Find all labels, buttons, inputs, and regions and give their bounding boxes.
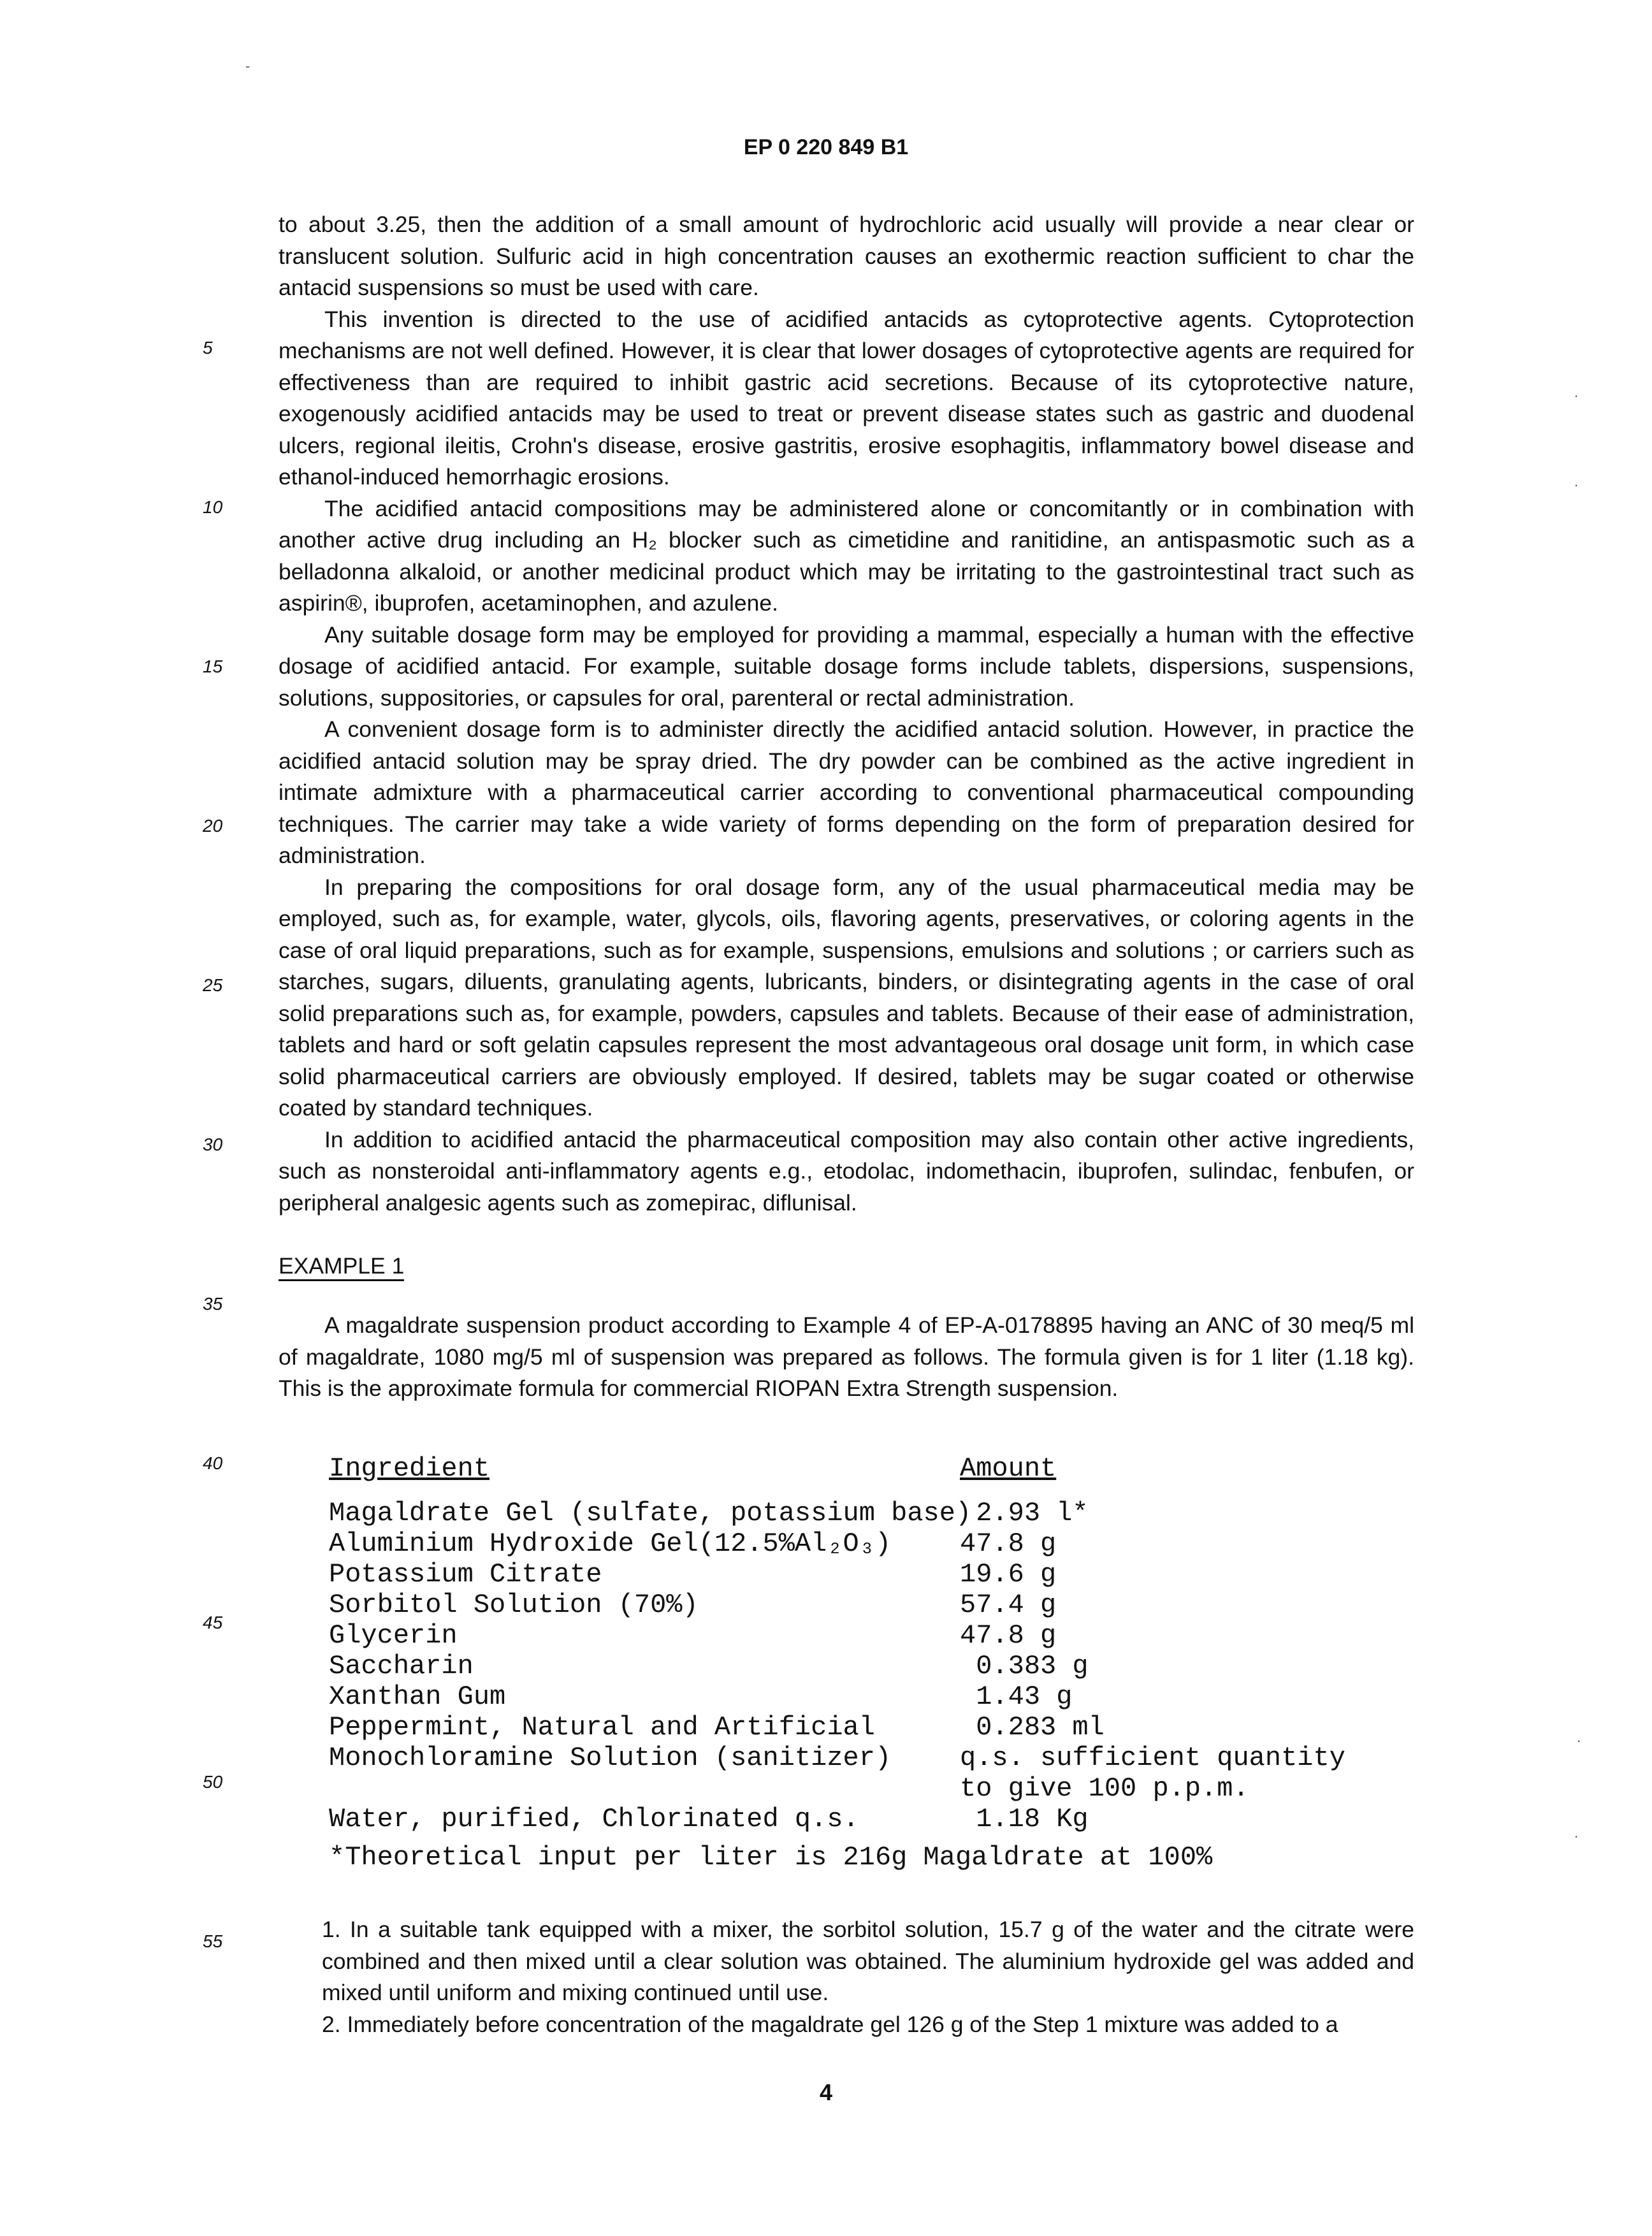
scan-artifact-mark: ‐: [245, 59, 250, 74]
table-footnote: *Theoretical input per liter is 216g Magaldrate at 100%: [329, 1842, 1213, 1873]
example-title: EXAMPLE 1: [279, 1252, 404, 1281]
ingredient-cell: Xanthan Gum: [329, 1681, 506, 1712]
paragraph-7: In addition to acidified antacid the pharmaceutical composition may also contain other active ingredients, such as nonsteroidal anti-inflammatory agents e.g., etodolac, indomethacin, ibuprofen, sulindac, fenbufen, or peripheral analgesic agents such as zomepirac, diflunisal.: [279, 1126, 1414, 1216]
ingredient-cell: Sorbitol Solution (70%): [329, 1590, 699, 1620]
ingredient-cell: Saccharin: [329, 1651, 474, 1681]
amount-cell: 57.4 g: [960, 1590, 1057, 1620]
ingredient-cell: Magaldrate Gel (sulfate, potassium base): [329, 1498, 972, 1528]
amount-cell: 0.383 g: [960, 1651, 1089, 1681]
amount-cell: 2.93 l*: [960, 1498, 1089, 1528]
ingredient-cell: Potassium Citrate: [329, 1559, 602, 1590]
example-intro-text: A magaldrate suspension product according to Example 4 of EP-A-0178895 having an ANC of 30 meq/5 ml of magaldrate, 1080 mg/5 ml of suspension was prepared as follows. The formula given is for 1 liter (1.18 kg). This is the approximate formula for commercial RIOPAN Extra Strength suspension.: [279, 1312, 1414, 1401]
ingredient-cell: Water, purified, Chlorinated q.s.: [329, 1804, 859, 1834]
example-intro: [279, 1310, 1414, 1405]
scan-artifact-mark: ·: [1574, 478, 1579, 493]
line-number: 35: [203, 1294, 223, 1314]
line-number: 50: [203, 1772, 223, 1792]
line-number: 30: [203, 1135, 223, 1154]
procedure-steps: [322, 1914, 1414, 2040]
line-number: 5: [203, 338, 213, 358]
scan-artifact-mark: ·: [1574, 1829, 1579, 1845]
amount-cell: 1.43 g: [960, 1681, 1073, 1712]
amount-cell: 0.283 ml: [960, 1712, 1105, 1743]
paragraph-5: A convenient dosage form is to administer directly the acidified antacid solution. However, in practice the acidified antacid solution may be spray dried. The dry powder can be combined as the active ingredient in intimate admixture with a pharmaceutical carrier according to conventional pharmaceutical compounding techniques. The carrier may take a wide variety of forms depending on the form of preparation desired for administration.: [279, 716, 1414, 868]
scan-artifact-mark: ·: [1577, 1734, 1581, 1749]
patent-header: EP 0 220 849 B1: [743, 135, 909, 159]
body-text: [279, 209, 1414, 1219]
amount-cell: 47.8 g: [960, 1620, 1057, 1651]
paragraph-3: The acidified antacid compositions may be administered alone or concomitantly or in combination with another active drug including an H₂ blocker such as cimetidine and ranitidine, an antispasmotic such as a belladonna alkaloid, or another medicinal product which may be irritating to the gastrointestinal tract such as aspirin®, ibuprofen, acetaminophen, and azulene.: [279, 495, 1414, 616]
ingredient-cell: Peppermint, Natural and Artificial: [329, 1712, 875, 1743]
line-number: 55: [203, 1931, 223, 1951]
ingredient-cell: Monochloramine Solution (sanitizer): [329, 1743, 892, 1773]
page-number: 4: [819, 2079, 833, 2105]
ingredient-cell: Glycerin: [329, 1620, 458, 1651]
line-number: 10: [203, 497, 223, 517]
paragraph-4: Any suitable dosage form may be employed for providing a mammal, especially a human with the effective dosage of acidified antacid. For example, suitable dosage forms include tablets, dispersions, suspensions, solutions, suppositories, or capsules for oral, parenteral or rectal administration.: [279, 621, 1414, 711]
scan-artifact-mark: ·: [1574, 389, 1579, 404]
line-number: 40: [203, 1453, 223, 1473]
amount-cell: 19.6 g: [960, 1559, 1057, 1590]
line-number: 15: [203, 657, 223, 676]
amount-cell: 1.18 Kg: [960, 1804, 1089, 1834]
paragraph-1: to about 3.25, then the addition of a small amount of hydrochloric acid usually will provide a near clear or translucent solution. Sulfuric acid in high concentration causes an exothermic reaction sufficient to char the antacid suspensions so must be used with care.: [279, 212, 1414, 300]
amount-cell: q.s. sufficient quantity: [960, 1743, 1345, 1773]
paragraph-6: In preparing the compositions for oral dosage form, any of the usual pharmaceutical media may be employed, such as, for example, water, glycols, oils, flavoring agents, preservatives, or coloring agents in the case of oral liquid preparations, such as for example, suspensions, emulsions and solutions ; or carriers such as starches, sugars, diluents, granulating agents, lubricants, binders, or disintegrating agents in the case of oral solid preparations such as, for example, powders, capsules and tablets. Because of their ease of administration, tablets and hard or soft gelatin capsules represent the most advantageous oral dosage unit form, in which case solid pharmaceutical carriers are obviously employed. If desired, tablets may be sugar coated or otherwise coated by standard techniques.: [279, 874, 1414, 1121]
line-number: 20: [203, 816, 223, 836]
amount-column-header: Amount: [960, 1453, 1057, 1484]
line-number: 25: [203, 975, 223, 995]
paragraph-2: This invention is directed to the use of acidified antacids as cytoprotective agents. Cytoprotection mechanisms are not well defined. However, it is clear that lower dosages of cytoprotective agents are required for effectiveness than are required to inhibit gastric acid secretions. Because of its cytoprotective nature, exogenously acidified antacids may be used to treat or prevent disease states such as gastric and duodenal ulcers, regional ileitis, Crohn's disease, erosive gastritis, erosive esophagitis, inflammatory bowel disease and ethanol-induced hemorrhagic erosions.: [279, 306, 1414, 490]
step-1: 1. In a suitable tank equipped with a mixer, the sorbitol solution, 15.7 g of the water and the citrate were combined and then mixed until a clear solution was obtained. The aluminium hydroxide gel was added and mixed until uniform and mixing continued until use.: [322, 1917, 1414, 2005]
amount-cell: to give 100 p.p.m.: [960, 1773, 1249, 1804]
ingredient-column-header: Ingredient: [329, 1453, 490, 1484]
step-2: 2. Immediately before concentration of the magaldrate gel 126 g of the Step 1 mixture was added to a: [322, 2011, 1338, 2037]
line-number: 45: [203, 1613, 223, 1632]
ingredient-cell: Aluminium Hydroxide Gel(12.5%Al₂O₃): [329, 1528, 892, 1559]
amount-cell: 47.8 g: [960, 1528, 1057, 1559]
